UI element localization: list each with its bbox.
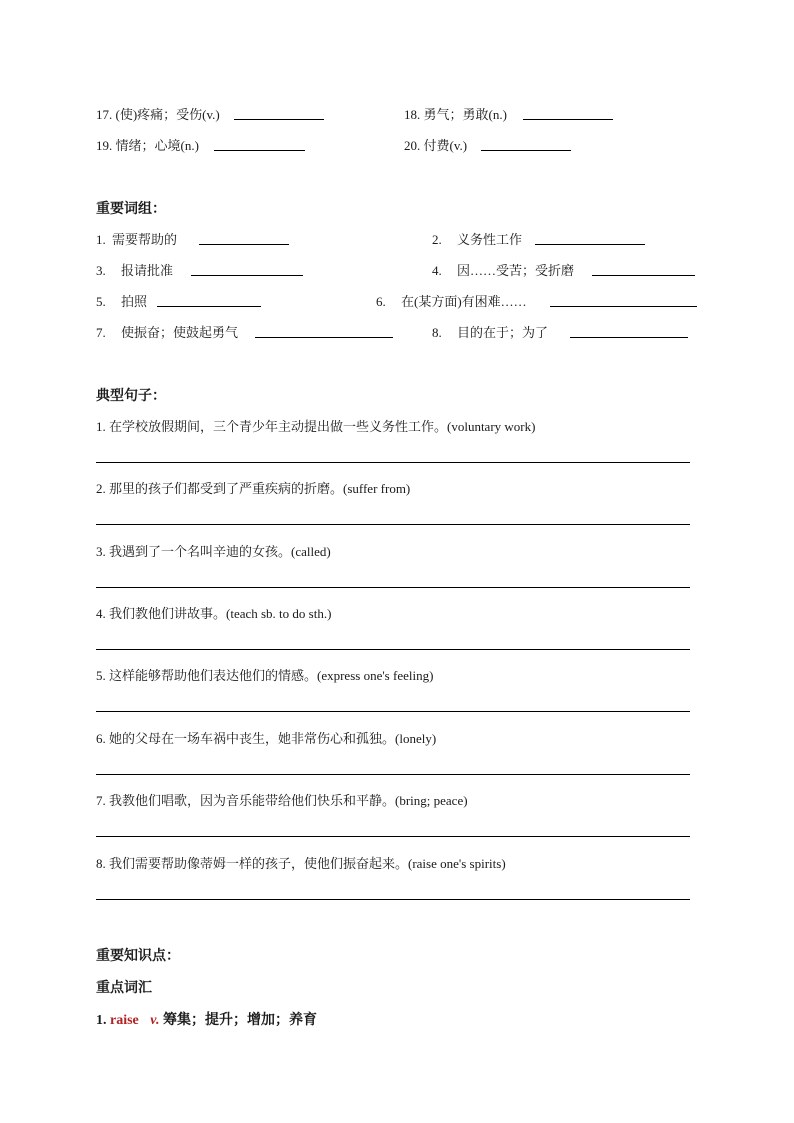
phrase-number: 1. [96,232,106,247]
sentence-item-8 [96,853,506,872]
translation-answer-line[interactable] [96,774,690,775]
vocab-text: 勇气；勇敢(n.) [423,107,507,122]
phrase-item-7 [96,322,238,341]
sentence-text: 我们教他们讲故事。(teach sb. to do sth.) [109,606,332,621]
phrase-number: 6. [376,294,386,309]
answer-blank[interactable] [481,150,571,151]
keypoint-number: 1. [96,1013,107,1028]
phrase-item-8 [432,322,548,341]
vocab-number: 17. [96,107,113,122]
sentence-item-1 [96,416,535,435]
sentence-text: 那里的孩子们都受到了严重疾病的折磨。(suffer from) [109,481,411,496]
phrase-number: 4. [432,263,442,278]
translation-answer-line[interactable] [96,524,690,525]
answer-blank[interactable] [199,244,289,245]
answer-blank[interactable] [255,337,393,338]
knowledge-heading: 重要知识点： [96,949,180,964]
phrase-text: 目的在于；为了 [457,325,549,340]
phrase-text: 义务性工作 [457,232,523,247]
sentence-text: 我遇到了一个名叫辛迪的女孩。(called) [109,544,331,559]
phrase-text: 因……受苦；受折磨 [457,263,575,278]
phrase-text: 拍照 [121,294,148,309]
vocab-item-20 [404,135,467,154]
vocab-text: (使)疼痛；受伤(v.) [115,107,220,122]
answer-blank[interactable] [550,306,697,307]
answer-blank[interactable] [523,119,613,120]
sentence-number: 2. [96,481,106,496]
answer-blank[interactable] [234,119,324,120]
phrase-number: 5. [96,294,106,309]
sentence-item-3 [96,541,331,560]
phrase-item-1 [96,229,177,248]
sentence-text: 她的父母在一场车祸中丧生，她非常伤心和孤独。(lonely) [109,731,437,746]
vocab-number: 20. [404,138,421,153]
answer-blank[interactable] [214,150,305,151]
answer-blank[interactable] [157,306,261,307]
sentence-number: 6. [96,731,106,746]
phrase-number: 3. [96,263,106,278]
phrase-number: 8. [432,325,442,340]
sentence-number: 5. [96,668,106,683]
phrase-text: 在(某方面)有困难…… [401,294,527,309]
vocab-item-19 [96,135,199,154]
translation-answer-line[interactable] [96,711,690,712]
vocab-item-18 [404,104,507,123]
phrase-item-5 [96,291,147,310]
sentence-item-7 [96,790,468,809]
phrase-item-4 [432,260,574,279]
sentence-item-4 [96,603,331,622]
translation-answer-line[interactable] [96,899,690,900]
vocab-sub-heading: 重点词汇 [96,981,152,996]
sentence-number: 1. [96,419,106,434]
translation-answer-line[interactable] [96,587,690,588]
sentence-text: 我们需要帮助像蒂姆一样的孩子，使他们振奋起来。(raise one's spirits) [109,856,506,871]
answer-blank[interactable] [592,275,695,276]
phrase-item-3 [96,260,173,279]
sentence-item-6 [96,728,436,747]
keypoint-pos: v. [150,1013,160,1028]
sentence-text: 在学校放假期间，三个青少年主动提出做一些义务性工作。(voluntary work) [109,419,536,434]
phrase-item-2 [432,229,522,248]
sentence-number: 7. [96,793,106,808]
sentence-text: 我教他们唱歌，因为音乐能带给他们快乐和平静。(bring; peace) [109,793,468,808]
answer-blank[interactable] [535,244,645,245]
translation-answer-line[interactable] [96,836,690,837]
vocab-text: 付费(v.) [423,138,468,153]
vocab-item-17 [96,104,220,123]
phrase-number: 7. [96,325,106,340]
answer-blank[interactable] [191,275,303,276]
phrase-text: 需要帮助的 [112,232,178,247]
sentence-number: 8. [96,856,106,871]
keypoint-item-1 [96,1009,317,1029]
phrase-text: 报请批准 [121,263,174,278]
sentence-number: 3. [96,544,106,559]
phrase-item-6 [376,291,527,310]
answer-blank[interactable] [570,337,688,338]
sentence-item-2 [96,478,410,497]
translation-answer-line[interactable] [96,649,690,650]
vocab-number: 19. [96,138,113,153]
vocab-text: 情绪；心境(n.) [115,138,199,153]
phrases-heading: 重要词组： [96,202,166,217]
keypoint-word: raise [110,1013,139,1028]
translation-answer-line[interactable] [96,462,690,463]
sentence-item-5 [96,665,433,684]
phrase-text: 使振奋；使鼓起勇气 [121,325,239,340]
sentence-text: 这样能够帮助他们表达他们的情感。(express one's feeling) [109,668,434,683]
sentence-number: 4. [96,606,106,621]
phrase-number: 2. [432,232,442,247]
keypoint-meaning: 筹集；提升；增加；养育 [162,1013,317,1028]
vocab-number: 18. [404,107,421,122]
sentences-heading: 典型句子： [96,389,166,404]
